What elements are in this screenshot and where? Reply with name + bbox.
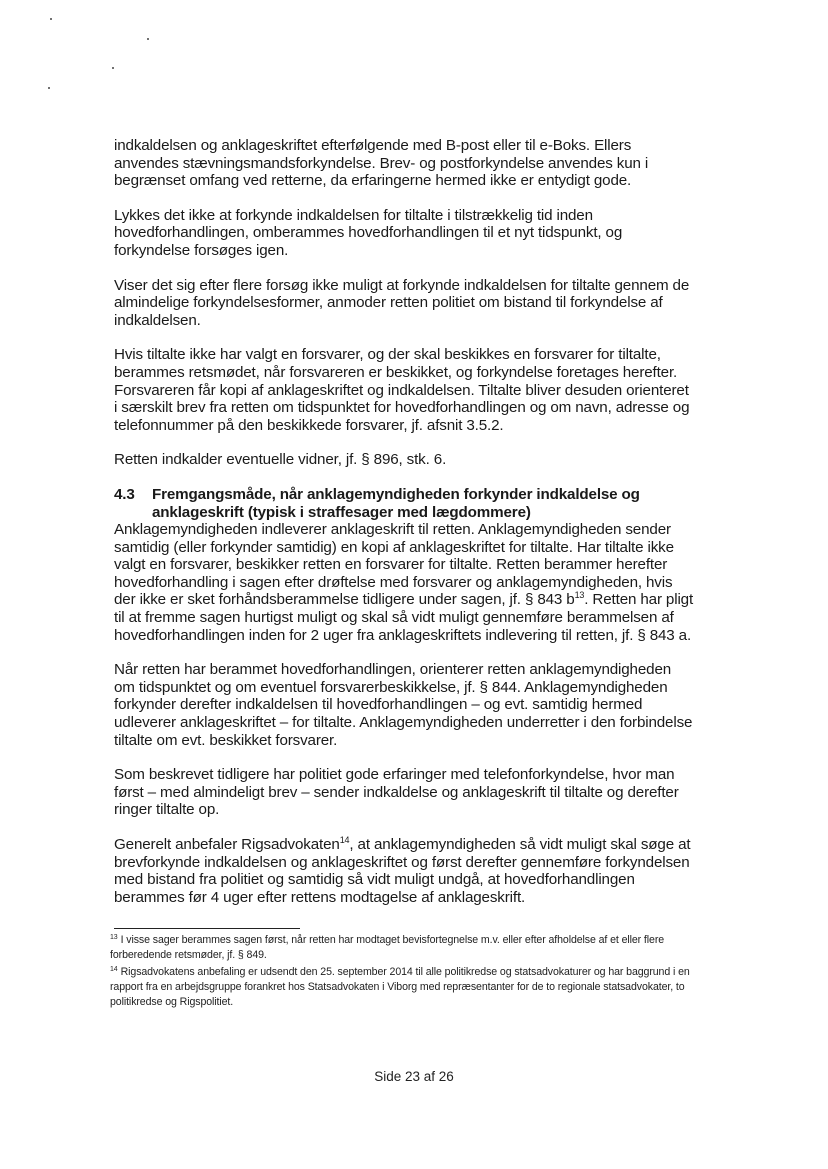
scan-speck xyxy=(147,38,149,40)
scan-speck xyxy=(50,18,52,20)
section-title: Fremgangsmåde, når anklagemyndigheden forkynder indkaldelse og anklageskrift (typisk i straffesager med lægdommere) xyxy=(152,485,640,521)
footnote-divider xyxy=(114,928,300,929)
section-heading xyxy=(114,486,694,521)
paragraph: Lykkes det ikke at forkynde indkaldelsen for tiltalte i tilstrækkelig tid inden hovedforhandlingen, omberammes hovedforhandlingen til et nyt tidspunkt, og forkyndelse forsøges igen. xyxy=(114,206,623,259)
paragraph: Hvis tiltalte ikke har valgt en forsvarer, og der skal beskikkes en forsvarer for tiltalte, berammes retsmødet, når forsvareren er beskikket, og forkyndelse foretages herefter. Forsvareren får kopi af anklageskriftet og indkaldelsen. Tiltalte bliver desuden orienteret i særskilt brev fra retten om tidspunktet for hovedforhandlingen og om navn, adresse og telefonnummer på den beskikkede forsvarer, jf. afsnit 3.5.2. xyxy=(114,346,690,434)
paragraph: Når retten har berammet hovedforhandlingen, orienterer retten anklagemyndigheden om tidspunktet og om eventuel forsvarerbeskikkelse, jf. § 844. Anklagemyndigheden forkynder derefter indkaldelsen til hovedforhandlingen – og evt. samtidig hermed udleverer anklageskriftet – for tiltalte. Anklagemyndigheden underretter i den forbindelse tiltalte om evt. beskikket forsvarer. xyxy=(114,661,693,749)
footnote-14 xyxy=(110,965,696,1010)
footnote-mark: 14 xyxy=(110,966,118,973)
paragraph: indkaldelsen og anklageskriftet efterfølgende med B-post eller til e-Boks. Ellers anvendes stævningsmandsforkyndelse. Brev- og postforkyndelse anvendes kun i begrænset omfang ved retterne, da erfaringerne hermed ikke er entydigt gode. xyxy=(114,137,649,190)
footnote-text: I visse sager berammes sagen først, når retten har modtaget bevisfortegnelse m.v. eller efter afholdelse af et eller flere forberedende retsmøder, jf. § 849. xyxy=(110,934,665,961)
paragraph-text: Generelt anbefaler Rigsadvokaten xyxy=(114,836,340,853)
paragraph: Som beskrevet tidligere har politiet gode erfaringer med telefonforkyndelse, hvor man først – med almindeligt brev – sender indkaldelse og anklageskrift til tiltalte og derefter ringer tiltalte op. xyxy=(114,766,679,819)
paragraph xyxy=(114,521,694,644)
paragraph-text: , at anklagemyndigheden så vidt muligt skal søge at brevforkynde indkaldelsen og anklageskriftet og først derefter gennemføre forkyndelsen med bistand fra politiet og samtidig så vidt muligt undgå, at hovedforhandlingen berammes før 4 uger efter rettens modtagelse af anklageskrift. xyxy=(114,836,691,906)
body-text xyxy=(114,137,694,923)
footnotes xyxy=(110,933,696,1012)
scan-speck xyxy=(112,67,114,69)
scan-speck xyxy=(48,87,50,89)
footnote-13 xyxy=(110,933,696,963)
footnote-mark: 13 xyxy=(110,934,118,941)
footnote-ref-14: 14 xyxy=(339,835,350,845)
section-number: 4.3 xyxy=(114,485,135,503)
footnote-ref-13: 13 xyxy=(574,590,585,601)
paragraph: Retten indkalder eventuelle vidner, jf. § 896, stk. 6. xyxy=(114,451,447,469)
footnote-text: Rigsadvokatens anbefaling er udsendt den 25. september 2014 til alle politikredse og statsadvokaturer og har baggrund i en rapport fra en arbejdsgruppe forankret hos Statsadvokaten i Viborg med repræsentanter for de to regionale statsadvokater, to politikredse og Rigspolitiet. xyxy=(110,966,690,1008)
paragraph-text: . Retten har pligt til at fremme sagen hurtigst muligt og skal så vidt muligt gennemføre berammelsen af hovedforhandlingen inden for 2 uger fra anklageskriftets indlevering til retten, jf. § 843 a. xyxy=(114,591,694,644)
paragraph xyxy=(114,836,694,906)
paragraph: Viser det sig efter flere forsøg ikke muligt at forkynde indkaldelsen for tiltalte gennem de almindelige forkyndelsesformer, anmoder retten politiet om bistand til forkyndelse af indkaldelsen. xyxy=(114,276,690,329)
page-number: Side 23 af 26 xyxy=(374,1069,454,1084)
paragraph-text: Anklagemyndigheden indleverer anklageskrift til retten. Anklagemyndigheden sender samtidig (eller forkynder samtidig) en kopi af anklageskriftet for tiltalte. Har tiltalte ikke valgt en forsvarer, beskikker retten en forsvarer for tiltalte. Retten berammer herefter hovedforhandling i sagen efter drøftelse med forsvarer og anklagemyndigheden, hvis der ikke er sket forhåndsberammelse tidligere under sagen, jf. § 843 b xyxy=(114,521,674,609)
